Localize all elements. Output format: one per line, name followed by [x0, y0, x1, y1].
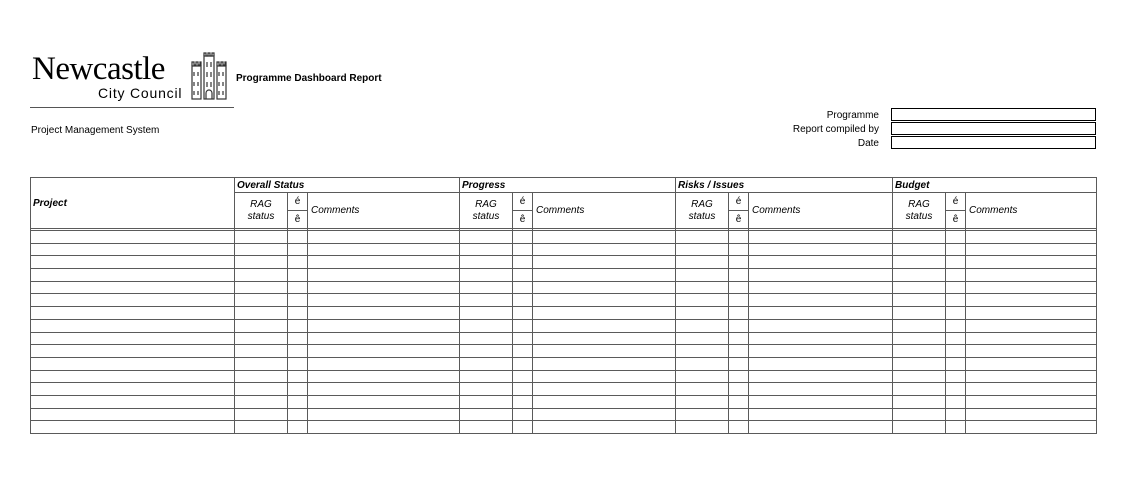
- table-cell[interactable]: [288, 408, 308, 421]
- table-cell[interactable]: [966, 395, 1097, 408]
- table-cell[interactable]: [31, 370, 235, 383]
- table-cell[interactable]: [893, 256, 946, 269]
- table-cell[interactable]: [31, 345, 235, 358]
- table-cell[interactable]: [729, 307, 749, 320]
- table-row: [31, 294, 1097, 307]
- table-cell[interactable]: [729, 294, 749, 307]
- programme-label: Programme: [826, 110, 879, 121]
- table-cell[interactable]: [533, 269, 676, 282]
- table-cell[interactable]: [946, 231, 966, 244]
- table-cell[interactable]: [513, 256, 533, 269]
- budget-header: Budget: [893, 178, 1097, 193]
- table-cell[interactable]: [308, 231, 460, 244]
- table-cell[interactable]: [946, 345, 966, 358]
- table-cell[interactable]: [513, 231, 533, 244]
- table-cell[interactable]: [460, 357, 513, 370]
- overall-status-header: Overall Status: [235, 178, 460, 193]
- table-body: [31, 229, 1097, 434]
- table-cell[interactable]: [31, 421, 235, 434]
- table-cell[interactable]: [893, 395, 946, 408]
- table-cell[interactable]: [729, 408, 749, 421]
- table-cell[interactable]: [308, 281, 460, 294]
- table-cell[interactable]: [460, 395, 513, 408]
- table-cell[interactable]: [966, 357, 1097, 370]
- table-cell[interactable]: [31, 281, 235, 294]
- table-cell[interactable]: [31, 332, 235, 345]
- table-cell[interactable]: [676, 370, 729, 383]
- table-cell[interactable]: [966, 319, 1097, 332]
- table-cell[interactable]: [513, 332, 533, 345]
- table-row: [31, 307, 1097, 320]
- table-cell[interactable]: [235, 256, 288, 269]
- table-cell[interactable]: [31, 307, 235, 320]
- table-cell[interactable]: [235, 357, 288, 370]
- compiled-by-field[interactable]: [891, 122, 1096, 135]
- table-cell[interactable]: [729, 395, 749, 408]
- table-cell[interactable]: [308, 345, 460, 358]
- table-cell[interactable]: [893, 370, 946, 383]
- table-cell[interactable]: [729, 243, 749, 256]
- table-cell[interactable]: [308, 370, 460, 383]
- table-cell[interactable]: [676, 332, 729, 345]
- table-row: [31, 357, 1097, 370]
- table-cell[interactable]: [31, 408, 235, 421]
- trend-down-icon: ê: [729, 211, 749, 229]
- table-cell[interactable]: [308, 383, 460, 396]
- table-cell[interactable]: [31, 243, 235, 256]
- report-title: Programme Dashboard Report: [236, 73, 382, 84]
- progress-header: Progress: [460, 178, 676, 193]
- table-cell[interactable]: [893, 345, 946, 358]
- table-cell[interactable]: [513, 408, 533, 421]
- table-cell[interactable]: [513, 281, 533, 294]
- table-cell[interactable]: [308, 307, 460, 320]
- table-cell[interactable]: [288, 294, 308, 307]
- comments-header: Comments: [966, 193, 1097, 229]
- table-cell[interactable]: [460, 256, 513, 269]
- table-cell[interactable]: [533, 370, 676, 383]
- table-cell[interactable]: [513, 243, 533, 256]
- table-cell[interactable]: [749, 307, 893, 320]
- table-cell[interactable]: [946, 421, 966, 434]
- logo-wordmark: Newcastle: [32, 51, 165, 87]
- rag-status-header: RAG status: [460, 193, 513, 229]
- table-cell[interactable]: [533, 281, 676, 294]
- table-cell[interactable]: [288, 319, 308, 332]
- table-cell[interactable]: [966, 345, 1097, 358]
- table-cell[interactable]: [749, 357, 893, 370]
- table-cell[interactable]: [460, 269, 513, 282]
- table-cell[interactable]: [676, 307, 729, 320]
- table-cell[interactable]: [513, 345, 533, 358]
- table-row: [31, 421, 1097, 434]
- table-cell[interactable]: [729, 357, 749, 370]
- table-cell[interactable]: [308, 294, 460, 307]
- table-cell[interactable]: [893, 269, 946, 282]
- table-cell[interactable]: [676, 294, 729, 307]
- table-cell[interactable]: [31, 383, 235, 396]
- table-cell[interactable]: [288, 383, 308, 396]
- table-cell[interactable]: [460, 319, 513, 332]
- table-cell[interactable]: [729, 332, 749, 345]
- table-cell[interactable]: [460, 408, 513, 421]
- comments-header: Comments: [308, 193, 460, 229]
- table-cell[interactable]: [533, 395, 676, 408]
- table-cell[interactable]: [966, 256, 1097, 269]
- table-row: [31, 395, 1097, 408]
- table-cell[interactable]: [676, 269, 729, 282]
- table-cell[interactable]: [749, 370, 893, 383]
- table-cell[interactable]: [31, 256, 235, 269]
- table-cell[interactable]: [533, 421, 676, 434]
- table-cell[interactable]: [749, 383, 893, 396]
- table-cell[interactable]: [513, 357, 533, 370]
- table-cell[interactable]: [288, 395, 308, 408]
- table-cell[interactable]: [288, 281, 308, 294]
- table-cell[interactable]: [893, 231, 946, 244]
- table-cell[interactable]: [513, 383, 533, 396]
- table-cell[interactable]: [749, 345, 893, 358]
- table-cell[interactable]: [533, 231, 676, 244]
- table-cell[interactable]: [729, 370, 749, 383]
- system-subtitle: Project Management System: [31, 125, 160, 136]
- table-row: [31, 345, 1097, 358]
- table-cell[interactable]: [288, 243, 308, 256]
- compiled-by-label: Report compiled by: [792, 124, 879, 135]
- table-cell[interactable]: [533, 408, 676, 421]
- table-cell[interactable]: [676, 256, 729, 269]
- table-cell[interactable]: [308, 408, 460, 421]
- table-cell[interactable]: [729, 345, 749, 358]
- table-row: [31, 243, 1097, 256]
- table-cell[interactable]: [966, 281, 1097, 294]
- project-column-header: Project: [31, 178, 235, 229]
- table-cell[interactable]: [460, 281, 513, 294]
- table-cell[interactable]: [235, 408, 288, 421]
- comments-header: Comments: [749, 193, 893, 229]
- table-cell[interactable]: [676, 281, 729, 294]
- table-cell[interactable]: [533, 307, 676, 320]
- table-cell[interactable]: [966, 243, 1097, 256]
- table-cell[interactable]: [729, 281, 749, 294]
- table-cell[interactable]: [966, 307, 1097, 320]
- table-cell[interactable]: [308, 357, 460, 370]
- table-cell[interactable]: [513, 421, 533, 434]
- table-cell[interactable]: [288, 345, 308, 358]
- table-cell[interactable]: [460, 243, 513, 256]
- table-cell[interactable]: [533, 345, 676, 358]
- table-cell[interactable]: [676, 421, 729, 434]
- table-cell[interactable]: [235, 307, 288, 320]
- table-cell[interactable]: [729, 269, 749, 282]
- table-cell[interactable]: [749, 294, 893, 307]
- table-cell[interactable]: [235, 383, 288, 396]
- table-cell[interactable]: [308, 243, 460, 256]
- trend-up-icon: é: [513, 193, 533, 211]
- rag-status-header: RAG status: [235, 193, 288, 229]
- table-cell[interactable]: [533, 383, 676, 396]
- table-cell[interactable]: [893, 357, 946, 370]
- table-cell[interactable]: [749, 395, 893, 408]
- table-cell[interactable]: [966, 408, 1097, 421]
- table-cell[interactable]: [749, 408, 893, 421]
- risks-issues-header: Risks / Issues: [676, 178, 893, 193]
- table-cell[interactable]: [966, 231, 1097, 244]
- trend-up-icon: é: [946, 193, 966, 211]
- table-cell[interactable]: [513, 319, 533, 332]
- table-cell[interactable]: [288, 421, 308, 434]
- table-cell[interactable]: [533, 294, 676, 307]
- table-cell[interactable]: [533, 357, 676, 370]
- table-cell[interactable]: [676, 231, 729, 244]
- table-cell[interactable]: [460, 370, 513, 383]
- table-cell[interactable]: [31, 269, 235, 282]
- table-cell[interactable]: [513, 307, 533, 320]
- table-cell[interactable]: [460, 332, 513, 345]
- table-cell[interactable]: [288, 357, 308, 370]
- table-cell[interactable]: [308, 269, 460, 282]
- table-cell[interactable]: [676, 395, 729, 408]
- table-cell[interactable]: [729, 421, 749, 434]
- table-cell[interactable]: [288, 370, 308, 383]
- table-cell[interactable]: [946, 269, 966, 282]
- table-cell[interactable]: [729, 231, 749, 244]
- table-cell[interactable]: [533, 319, 676, 332]
- table-cell[interactable]: [749, 243, 893, 256]
- trend-down-icon: ê: [946, 211, 966, 229]
- table-cell[interactable]: [308, 256, 460, 269]
- castle-icon: [190, 52, 228, 100]
- table-cell[interactable]: [460, 345, 513, 358]
- table-cell[interactable]: [676, 345, 729, 358]
- table-cell[interactable]: [308, 332, 460, 345]
- table-cell[interactable]: [235, 294, 288, 307]
- logo-subtitle: City Council: [98, 85, 183, 101]
- table-cell[interactable]: [288, 231, 308, 244]
- table-row: [31, 383, 1097, 396]
- table-cell[interactable]: [235, 332, 288, 345]
- table-cell[interactable]: [749, 319, 893, 332]
- table-cell[interactable]: [893, 332, 946, 345]
- table-cell[interactable]: [288, 332, 308, 345]
- trend-up-icon: é: [729, 193, 749, 211]
- table-cell[interactable]: [533, 243, 676, 256]
- table-cell[interactable]: [31, 395, 235, 408]
- table-cell[interactable]: [460, 231, 513, 244]
- table-cell[interactable]: [893, 319, 946, 332]
- table-cell[interactable]: [235, 370, 288, 383]
- rag-status-header: RAG status: [676, 193, 729, 229]
- table-cell[interactable]: [966, 332, 1097, 345]
- table-cell[interactable]: [749, 231, 893, 244]
- table-cell[interactable]: [749, 281, 893, 294]
- table-cell[interactable]: [235, 281, 288, 294]
- table-cell[interactable]: [513, 269, 533, 282]
- table-cell[interactable]: [513, 395, 533, 408]
- trend-up-icon: é: [288, 193, 308, 211]
- table-cell[interactable]: [893, 294, 946, 307]
- table-cell[interactable]: [966, 421, 1097, 434]
- table-cell[interactable]: [31, 357, 235, 370]
- table-cell[interactable]: [31, 319, 235, 332]
- table-cell[interactable]: [729, 383, 749, 396]
- table-row: [31, 319, 1097, 332]
- table-row: [31, 231, 1097, 244]
- table-cell[interactable]: [235, 269, 288, 282]
- logo-underline: [30, 107, 234, 108]
- table-row: [31, 256, 1097, 269]
- table-row: [31, 281, 1097, 294]
- table-cell[interactable]: [893, 243, 946, 256]
- date-field[interactable]: [891, 136, 1096, 149]
- table-cell[interactable]: [749, 421, 893, 434]
- table-cell[interactable]: [288, 269, 308, 282]
- table-cell[interactable]: [749, 332, 893, 345]
- table-cell[interactable]: [966, 383, 1097, 396]
- table-cell[interactable]: [235, 243, 288, 256]
- table-cell[interactable]: [946, 307, 966, 320]
- table-cell[interactable]: [946, 294, 966, 307]
- table-cell[interactable]: [749, 256, 893, 269]
- table-cell[interactable]: [946, 370, 966, 383]
- table-cell[interactable]: [235, 345, 288, 358]
- table-cell[interactable]: [235, 319, 288, 332]
- table-cell[interactable]: [946, 395, 966, 408]
- table-cell[interactable]: [729, 256, 749, 269]
- table-cell[interactable]: [966, 269, 1097, 282]
- table-cell[interactable]: [893, 408, 946, 421]
- table-cell[interactable]: [893, 421, 946, 434]
- trend-down-icon: ê: [288, 211, 308, 229]
- rag-status-header: RAG status: [893, 193, 946, 229]
- table-cell[interactable]: [513, 370, 533, 383]
- table-cell[interactable]: [946, 319, 966, 332]
- table-row: [31, 408, 1097, 421]
- table-row: [31, 269, 1097, 282]
- table-cell[interactable]: [946, 256, 966, 269]
- table-cell[interactable]: [946, 243, 966, 256]
- table-cell[interactable]: [288, 307, 308, 320]
- table-cell[interactable]: [288, 256, 308, 269]
- table-cell[interactable]: [729, 319, 749, 332]
- table-cell[interactable]: [946, 383, 966, 396]
- table-cell[interactable]: [893, 307, 946, 320]
- table-cell[interactable]: [235, 421, 288, 434]
- date-label: Date: [857, 138, 879, 149]
- table-cell[interactable]: [31, 231, 235, 244]
- table-cell[interactable]: [533, 256, 676, 269]
- table-cell[interactable]: [966, 370, 1097, 383]
- table-cell[interactable]: [460, 307, 513, 320]
- table-cell[interactable]: [308, 421, 460, 434]
- table-cell[interactable]: [946, 357, 966, 370]
- table-cell[interactable]: [513, 294, 533, 307]
- table-cell[interactable]: [460, 294, 513, 307]
- table-cell[interactable]: [31, 294, 235, 307]
- table-cell[interactable]: [749, 269, 893, 282]
- table-cell[interactable]: [676, 383, 729, 396]
- table-cell[interactable]: [893, 383, 946, 396]
- trend-down-icon: ê: [513, 211, 533, 229]
- table-cell[interactable]: [308, 395, 460, 408]
- table-cell[interactable]: [946, 281, 966, 294]
- programme-field[interactable]: [891, 108, 1096, 121]
- table-row: [31, 332, 1097, 345]
- table-cell[interactable]: [676, 357, 729, 370]
- table-cell[interactable]: [308, 319, 460, 332]
- table-cell[interactable]: [235, 395, 288, 408]
- table-cell[interactable]: [676, 319, 729, 332]
- table-cell[interactable]: [946, 408, 966, 421]
- table-row: [31, 370, 1097, 383]
- table-cell[interactable]: [946, 332, 966, 345]
- comments-header: Comments: [533, 193, 676, 229]
- council-logo: [30, 52, 234, 110]
- table-cell[interactable]: [460, 421, 513, 434]
- table-cell[interactable]: [966, 294, 1097, 307]
- table-cell[interactable]: [235, 231, 288, 244]
- table-cell[interactable]: [676, 243, 729, 256]
- table-cell[interactable]: [460, 383, 513, 396]
- table-cell[interactable]: [676, 408, 729, 421]
- table-cell[interactable]: [893, 281, 946, 294]
- dashboard-table: [30, 177, 1097, 434]
- table-cell[interactable]: [533, 332, 676, 345]
